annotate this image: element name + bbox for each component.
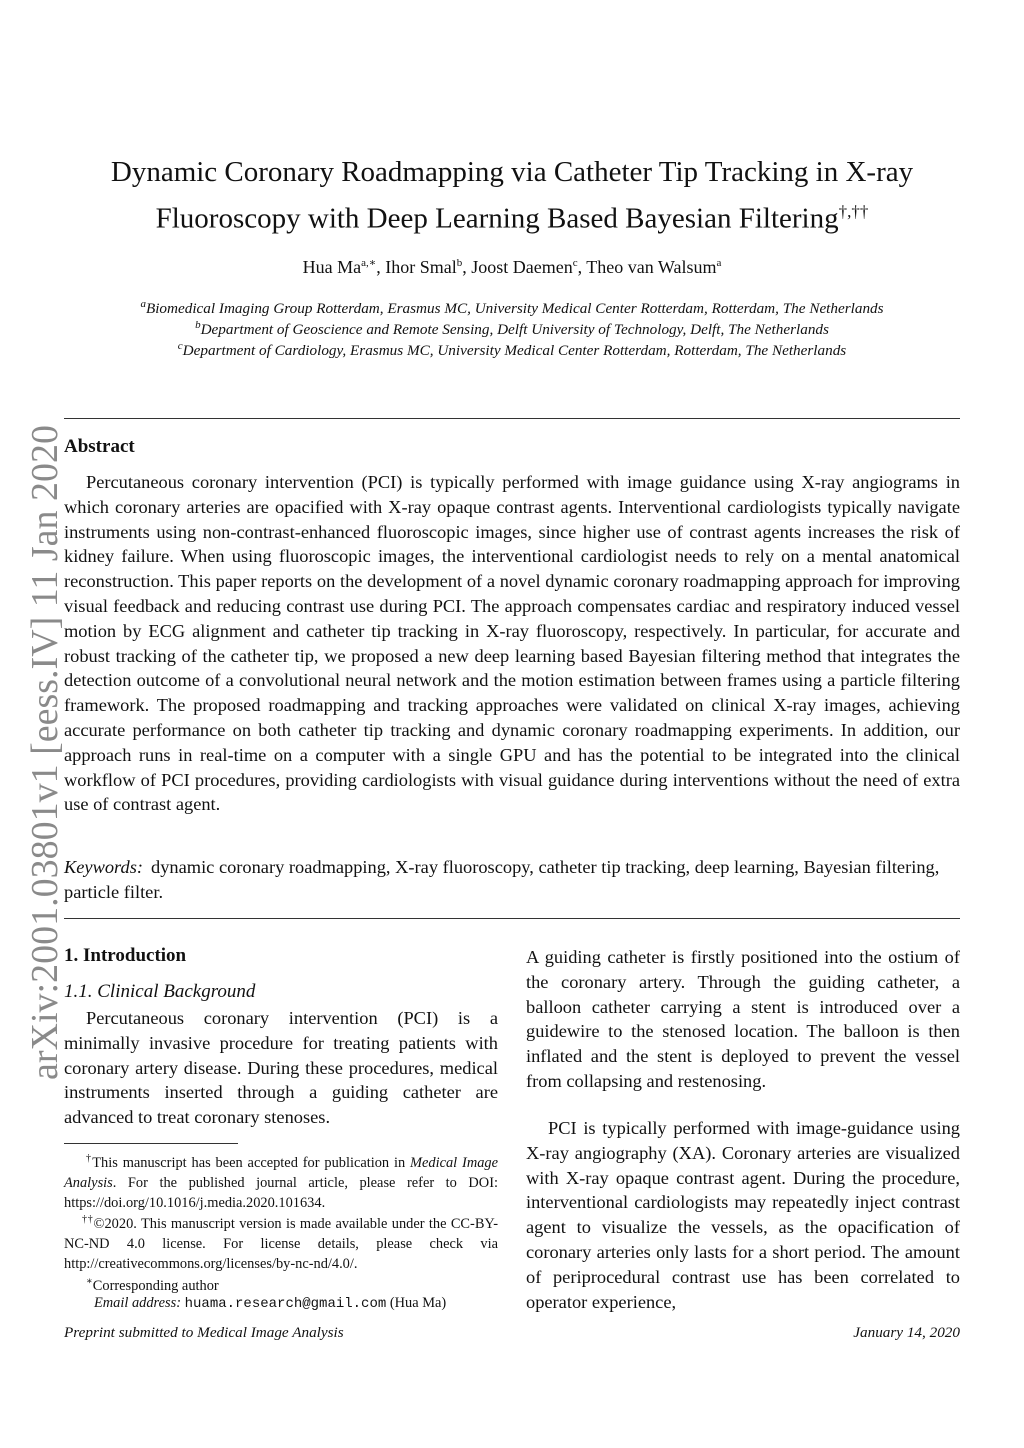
email-label: Email address: [94,1295,182,1311]
title-marks: †,†† [838,202,869,221]
author-name: Theo van Walsum [586,257,717,277]
footer-preprint-note: Preprint submitted to Medical Image Analysis [64,1324,344,1341]
affiliation-c [40,340,984,360]
intro-right-paragraph-2: PCI is typically performed with image-guidance using X-ray angiography (XA). Coronary arteries are visualized with X-ray opaque contrast agent. During the procedure, interventional cardiologists may repeatedly inject contrast agent to visualize the vessels, as the opacification of coronary arteries only lasts for a short period. The amount of periprocedural contrast use has been correlated to operator experience, [526,1118,960,1312]
email-address[interactable]: huama.research@gmail.com [184,1296,387,1312]
title-line-2 [60,192,964,239]
footnote-mark: †† [82,1214,94,1225]
author-sup: c [572,257,578,269]
keywords-text: dynamic coronary roadmapping, X-ray fluoroscopy, catheter tip tracking, deep learning, Bayesian filtering, particle filter. [64,857,940,902]
footnote-email [64,1293,498,1314]
abstract-bottom-rule [64,918,960,919]
abstract-top-rule [64,418,960,419]
affiliation-mark: a [140,298,146,310]
section-heading: 1. Introduction [64,945,187,966]
intro-left-paragraph: Percutaneous coronary intervention (PCI) is a minimally invasive procedure for treating patients with coronary artery disease. During these procedures, medical instruments inserted through a guiding catheter are advanced to treat coronary stenoses. [64,1008,498,1128]
affiliation-text: Department of Cardiology, Erasmus MC, University Medical Center Rotterdam, Rotterdam, The Netherlands [182,342,847,360]
footnote-2-text: ©2020. This manuscript version is made available under the CC-BY-NC-ND 4.0 license. For license details, please check via http://creativecommons.org/licenses/by-nc-nd/4.0/. [64,1215,499,1273]
affiliation-text: Biomedical Imaging Group Rotterdam, Erasmus MC, University Medical Center Rotterdam, Rotterdam, The Netherlands [145,300,884,318]
author-name: Joost Daemen [471,257,573,277]
affiliation-mark: c [177,340,183,352]
footnote-rule [64,1143,238,1144]
footnote-mark: ∗ [86,1276,93,1287]
subsection-heading: 1.1. Clinical Background [64,981,256,1002]
footnote-1-journal: Medical Image Analysis [64,1154,498,1192]
paper-title [60,152,964,239]
author-sup: a [716,257,722,269]
footnote-1 [64,1149,498,1214]
affiliation-b [40,319,984,339]
affiliation-a [40,298,984,318]
title-line-1: Dynamic Coronary Roadmapping via Catheter Tip Tracking in X-ray [110,156,914,188]
abstract-heading: Abstract [64,436,135,457]
author-name: Ihor Smal [385,257,457,277]
author-sup: b [456,257,463,269]
footnote-3-text: Corresponding author [92,1277,219,1294]
footnote-2 [64,1210,498,1275]
affiliation-text: Department of Geoscience and Remote Sensing, Delft University of Technology, Delft, The Netherlands [200,321,829,339]
email-owner: (Hua Ma) [389,1295,447,1311]
author-name: Hua Ma [302,257,362,277]
abstract-body: Percutaneous coronary intervention (PCI) is typically performed with image guidance using X-ray angiograms in which coronary arteries are opacified with X-ray opaque contrast agents. Interventional cardiologists typically navigate instruments using non-contrast-enhanced fluoroscopic images, since higher use of contrast agents increases the risk of kidney failure. When using fluoroscopic images, the interventional cardiologist needs to rely on a mental anatomical reconstruction. This paper reports on the development of a novel dynamic coronary roadmapping approach for improving visual feedback and reducing contrast use during PCI. The approach compensates cardiac and respiratory induced vessel motion by ECG alignment and catheter tip tracking in X-ray fluoroscopy, respectively. In particular, for accurate and robust tracking of the catheter tip, we proposed a new deep learning based Bayesian filtering method that integrates the detection outcome of a convolutional neural network and the motion estimation between frames using a particle filtering framework. The proposed roadmapping and tracking approaches were validated on clinical X-ray images, achieving accurate performance on both catheter tip tracking and dynamic coronary roadmapping experiments. In addition, our approach runs in real-time on a computer with a single GPU and has the potential to be integrated into the clinical workflow of PCI procedures, providing cardiologists with visual guidance during interventions without the need of extra use of contrast agent. [64,472,960,815]
affiliation-mark: b [195,319,201,331]
author-list: Hua $Ma^{a,∗}$, Ihor Smal$^b$, Joost Daemen$^c$, Theo van Walsum$^a$ [302,257,722,277]
keywords-label: Keywords: [64,857,144,877]
footnote-mark: † [86,1153,93,1164]
author-sup: a,∗ [361,257,377,269]
footer-date: January 14, 2020 [853,1324,960,1341]
footnote-1-post: . For the published journal article, please refer to DOI: https://doi.org/10.1016/j.media.2020.101634. [64,1175,498,1212]
keywords [64,855,960,905]
arxiv-stamp [20,424,70,1080]
arxiv-stamp-text: arXiv:2001.03801v1 [eess.IV] 11 Jan 2020 [24,424,66,1080]
footnote-1-pre: This manuscript has been accepted for publication in [92,1154,411,1171]
intro-right-paragraph-1: A guiding catheter is firstly positioned into the ostium of the coronary artery. Through the guiding catheter, a balloon catheter carrying a stent is introduced over a guidewire to the stenosed location. The balloon is then inflated and the stent is deployed to prevent the vessel from collapsing and restenosing. [526,947,960,1091]
title-line-2-text: Fluoroscopy with Deep Learning Based Bayesian Filtering [155,202,839,235]
